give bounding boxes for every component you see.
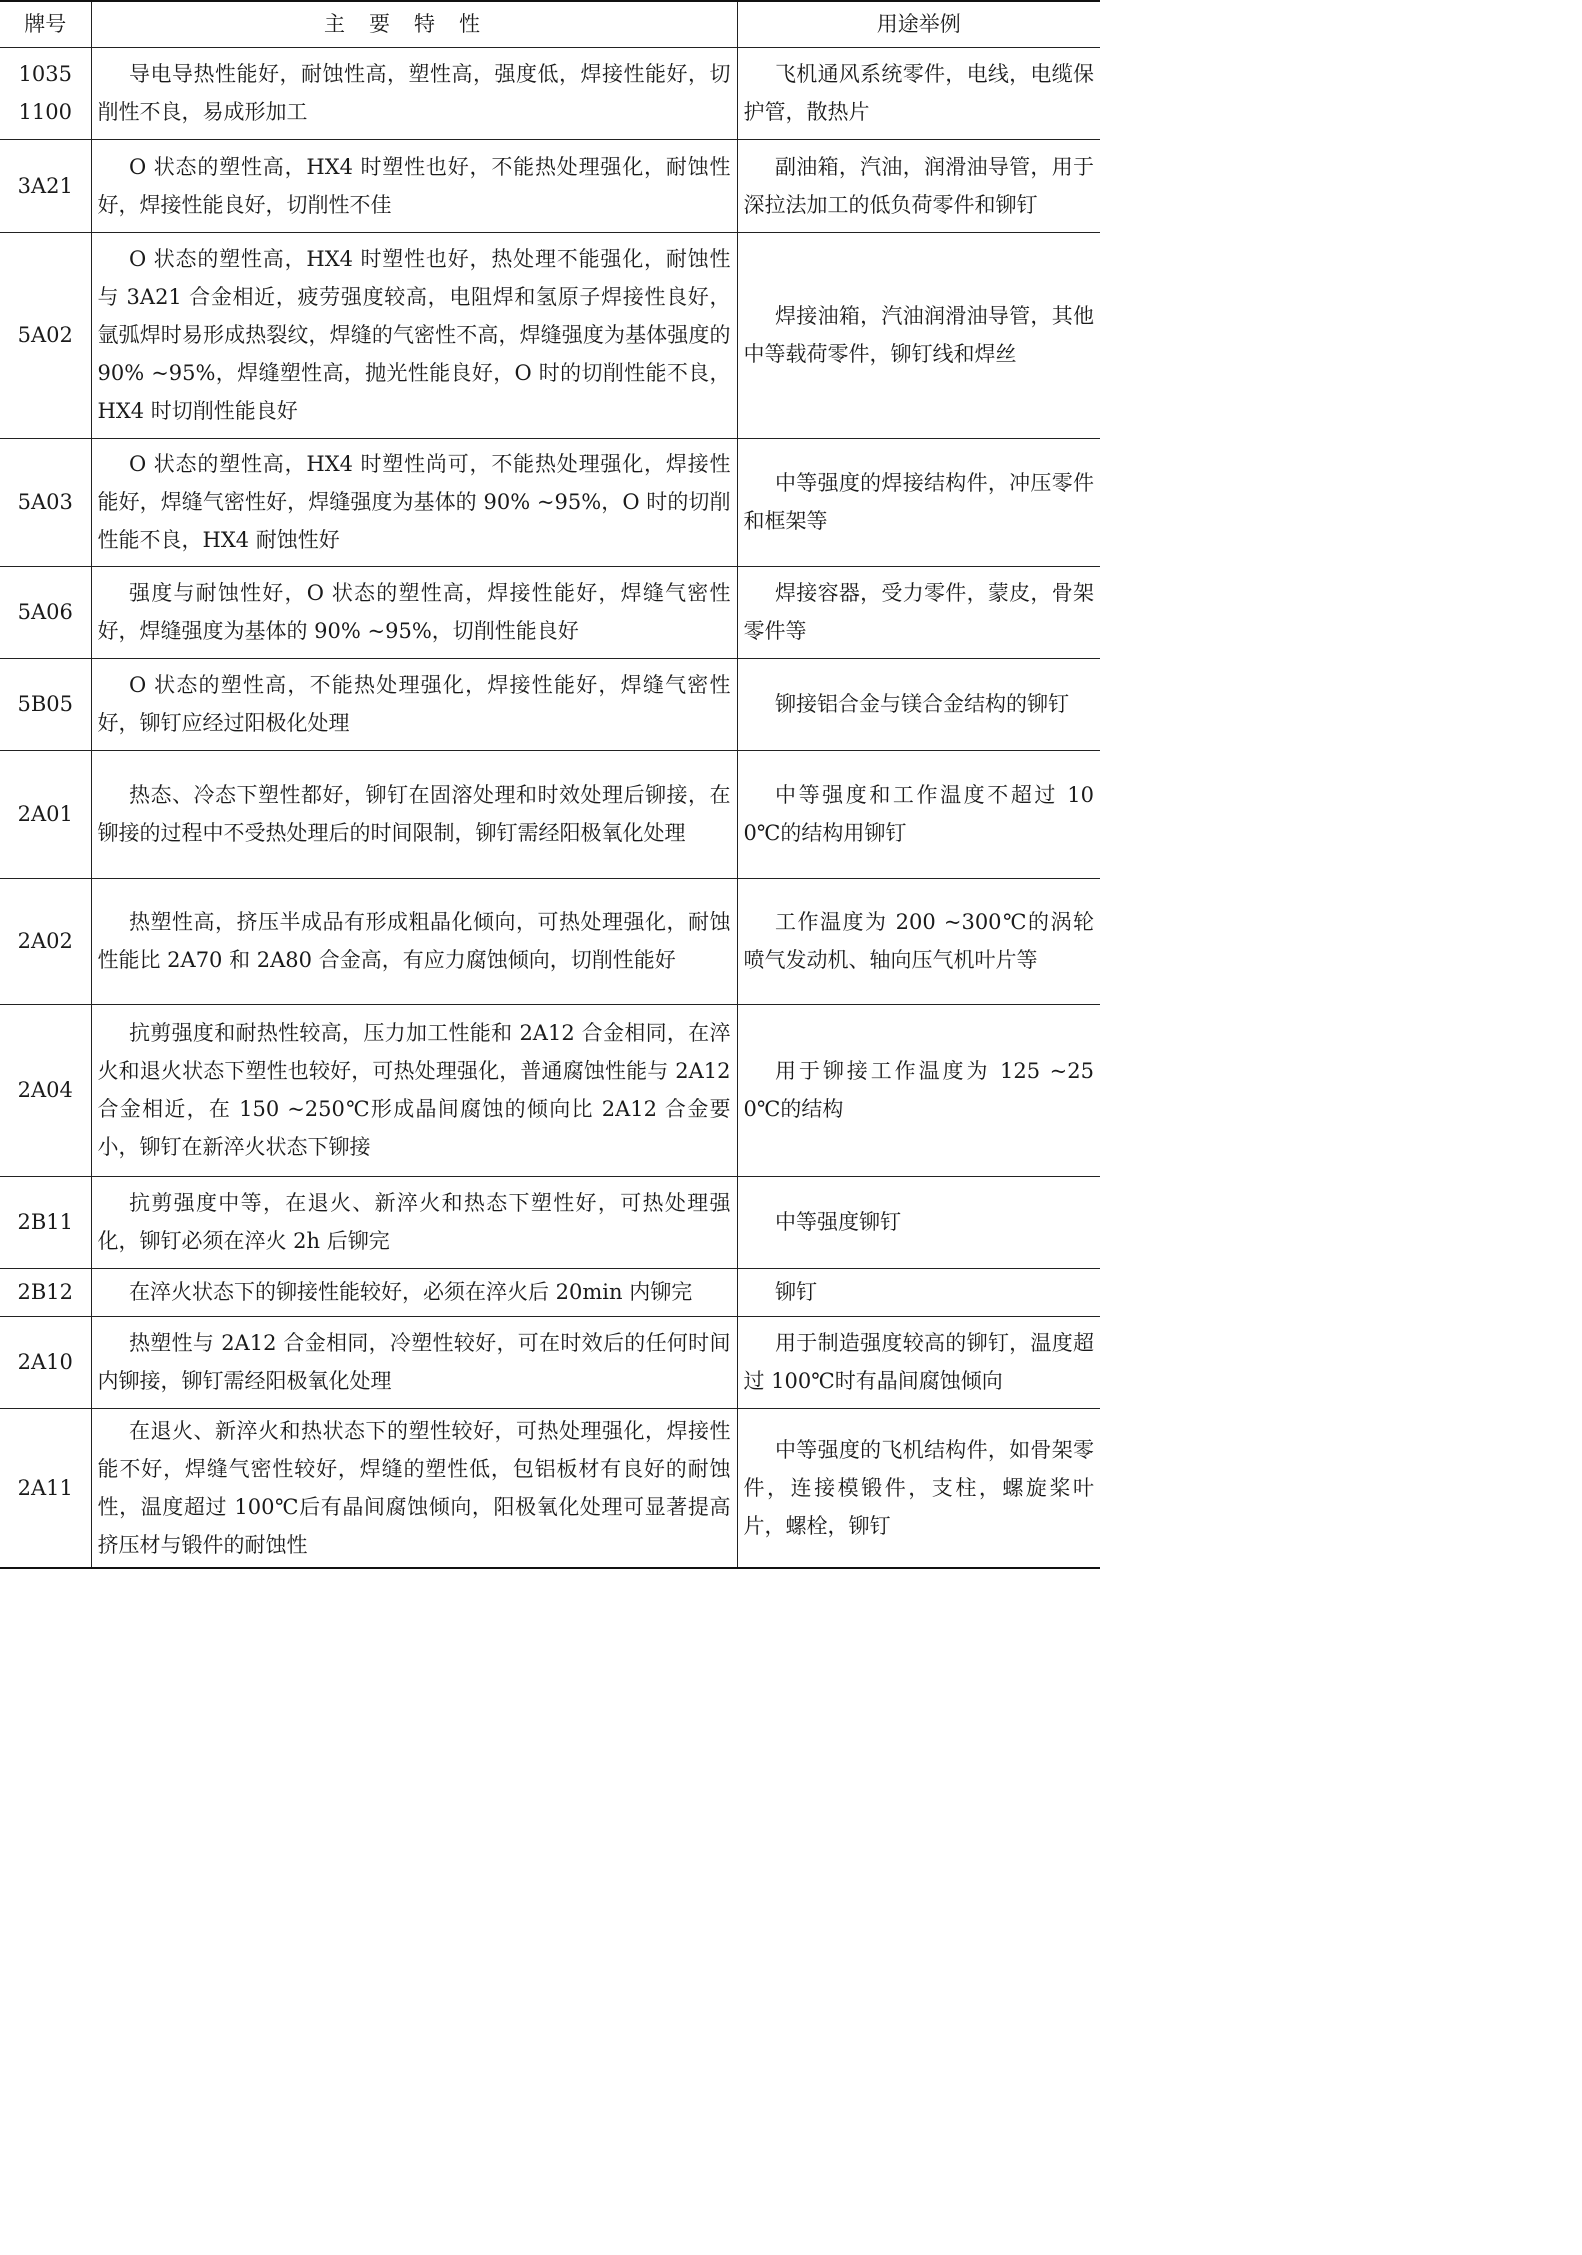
table-row: [0, 1004, 1100, 1176]
grade-cell: [0, 750, 91, 878]
table-row: [0, 438, 1100, 566]
features-cell: O 状态的塑性高，HX4 时塑性也好，热处理不能强化，耐蚀性与 3A21 合金相近，疲劳强度较高，电阻焊和氢原子焊接性良好，氩弧焊时易形成热裂纹，焊缝的气密性不高，焊缝强度为基体强度的 90% ~95%，焊缝塑性高，抛光性能良好，O 时的切削性能不良，HX4 时切削性能良好: [91, 232, 737, 438]
grade-code: 5A06: [17, 600, 73, 624]
uses-cell: 铆接铝合金与镁合金结构的铆钉: [737, 658, 1100, 750]
grade-cell: [0, 232, 91, 438]
features-cell: 抗剪强度中等，在退火、新淬火和热态下塑性好，可热处理强化，铆钉必须在淬火 2h 后铆完: [91, 1176, 737, 1268]
uses-cell: 用于铆接工作温度为 125 ~250℃的结构: [737, 1004, 1100, 1176]
grade-code: 2B12: [17, 1280, 73, 1304]
grade-code: 1035: [18, 62, 72, 86]
grade-cell: [0, 658, 91, 750]
grade-cell: [0, 1408, 91, 1568]
grade-cell: [0, 1268, 91, 1316]
table-row: [0, 750, 1100, 878]
uses-cell: 中等强度和工作温度不超过 100℃的结构用铆钉: [737, 750, 1100, 878]
grade-code: 1100: [18, 100, 72, 124]
uses-cell: 飞机通风系统零件，电线，电缆保护管，散热片: [737, 47, 1100, 139]
grade-code: 2A10: [17, 1350, 73, 1374]
uses-cell: 焊接油箱，汽油润滑油导管，其他中等载荷零件，铆钉线和焊丝: [737, 232, 1100, 438]
header-uses: 用途举例: [737, 1, 1100, 47]
grade-cell: [0, 1316, 91, 1408]
table-row: [0, 232, 1100, 438]
features-cell: 强度与耐蚀性好，O 状态的塑性高，焊接性能好，焊缝气密性好，焊缝强度为基体的 90% ~95%，切削性能良好: [91, 566, 737, 658]
header-features: 主要特性: [91, 1, 737, 47]
table-header-row: [0, 1, 1100, 47]
uses-cell: 焊接容器，受力零件，蒙皮，骨架零件等: [737, 566, 1100, 658]
table-row: [0, 566, 1100, 658]
grade-cell: [0, 878, 91, 1004]
alloy-properties-table: [0, 0, 1100, 1569]
features-cell: O 状态的塑性高，HX4 时塑性也好，不能热处理强化，耐蚀性好，焊接性能良好，切削性不佳: [91, 139, 737, 232]
uses-cell: 铆钉: [737, 1268, 1100, 1316]
table-row: [0, 139, 1100, 232]
features-cell: O 状态的塑性高，HX4 时塑性尚可，不能热处理强化，焊接性能好，焊缝气密性好，焊缝强度为基体的 90% ~95%，O 时的切削性能不良，HX4 耐蚀性好: [91, 438, 737, 566]
table-body: [0, 47, 1100, 1568]
grade-code: 5A02: [17, 323, 73, 347]
uses-cell: 副油箱，汽油，润滑油导管，用于深拉法加工的低负荷零件和铆钉: [737, 139, 1100, 232]
uses-cell: 用于制造强度较高的铆钉，温度超过 100℃时有晶间腐蚀倾向: [737, 1316, 1100, 1408]
uses-cell: 中等强度的飞机结构件，如骨架零件，连接模锻件，支柱，螺旋桨叶片，螺栓，铆钉: [737, 1408, 1100, 1568]
table-row: [0, 658, 1100, 750]
features-cell: 抗剪强度和耐热性较高，压力加工性能和 2A12 合金相同，在淬火和退火状态下塑性也较好，可热处理强化，普通腐蚀性能与 2A12 合金相近，在 150 ~250℃形成晶间腐蚀的倾向比 2A12 合金要小，铆钉在新淬火状态下铆接: [91, 1004, 737, 1176]
grade-code: 2A11: [17, 1475, 73, 1500]
table-row: [0, 47, 1100, 139]
grade-code: 2A04: [17, 1078, 73, 1102]
table-row: [0, 878, 1100, 1004]
table-row: [0, 1408, 1100, 1568]
grade-cell: [0, 139, 91, 232]
table-row: [0, 1268, 1100, 1316]
features-cell: 在淬火状态下的铆接性能较好，必须在淬火后 20min 内铆完: [91, 1268, 737, 1316]
features-cell: 导电导热性能好，耐蚀性高，塑性高，强度低，焊接性能好，切削性不良，易成形加工: [91, 47, 737, 139]
grade-code: 5B05: [17, 692, 73, 716]
features-cell: 热塑性与 2A12 合金相同，冷塑性较好，可在时效后的任何时间内铆接，铆钉需经阳极氧化处理: [91, 1316, 737, 1408]
grade-code: 2B11: [17, 1210, 73, 1234]
features-cell: 热塑性高，挤压半成品有形成粗晶化倾向，可热处理强化，耐蚀性能比 2A70 和 2A80 合金高，有应力腐蚀倾向，切削性能好: [91, 878, 737, 1004]
grade-cell: [0, 1004, 91, 1176]
header-grade: 牌号: [0, 1, 91, 47]
grade-cell: [0, 566, 91, 658]
uses-cell: 中等强度铆钉: [737, 1176, 1100, 1268]
grade-code: 3A21: [17, 173, 73, 198]
features-cell: 热态、冷态下塑性都好，铆钉在固溶处理和时效处理后铆接，在铆接的过程中不受热处理后的时间限制，铆钉需经阳极氧化处理: [91, 750, 737, 878]
uses-cell: 中等强度的焊接结构件，冲压零件和框架等: [737, 438, 1100, 566]
grade-code: 2A01: [17, 802, 73, 826]
grade-cell: [0, 438, 91, 566]
uses-cell: 工作温度为 200 ~300℃的涡轮喷气发动机、轴向压气机叶片等: [737, 878, 1100, 1004]
grade-cell: [0, 47, 91, 139]
table-row: [0, 1176, 1100, 1268]
grade-code: 5A03: [17, 490, 73, 514]
table-row: [0, 1316, 1100, 1408]
grade-cell: [0, 1176, 91, 1268]
features-cell: 在退火、新淬火和热状态下的塑性较好，可热处理强化，焊接性能不好，焊缝气密性较好，焊缝的塑性低，包铝板材有良好的耐蚀性，温度超过 100℃后有晶间腐蚀倾向，阳极氧化处理可显著提高挤压材与锻件的耐蚀性: [91, 1408, 737, 1568]
features-cell: O 状态的塑性高，不能热处理强化，焊接性能好，焊缝气密性好，铆钉应经过阳极化处理: [91, 658, 737, 750]
grade-code: 2A02: [17, 929, 73, 953]
